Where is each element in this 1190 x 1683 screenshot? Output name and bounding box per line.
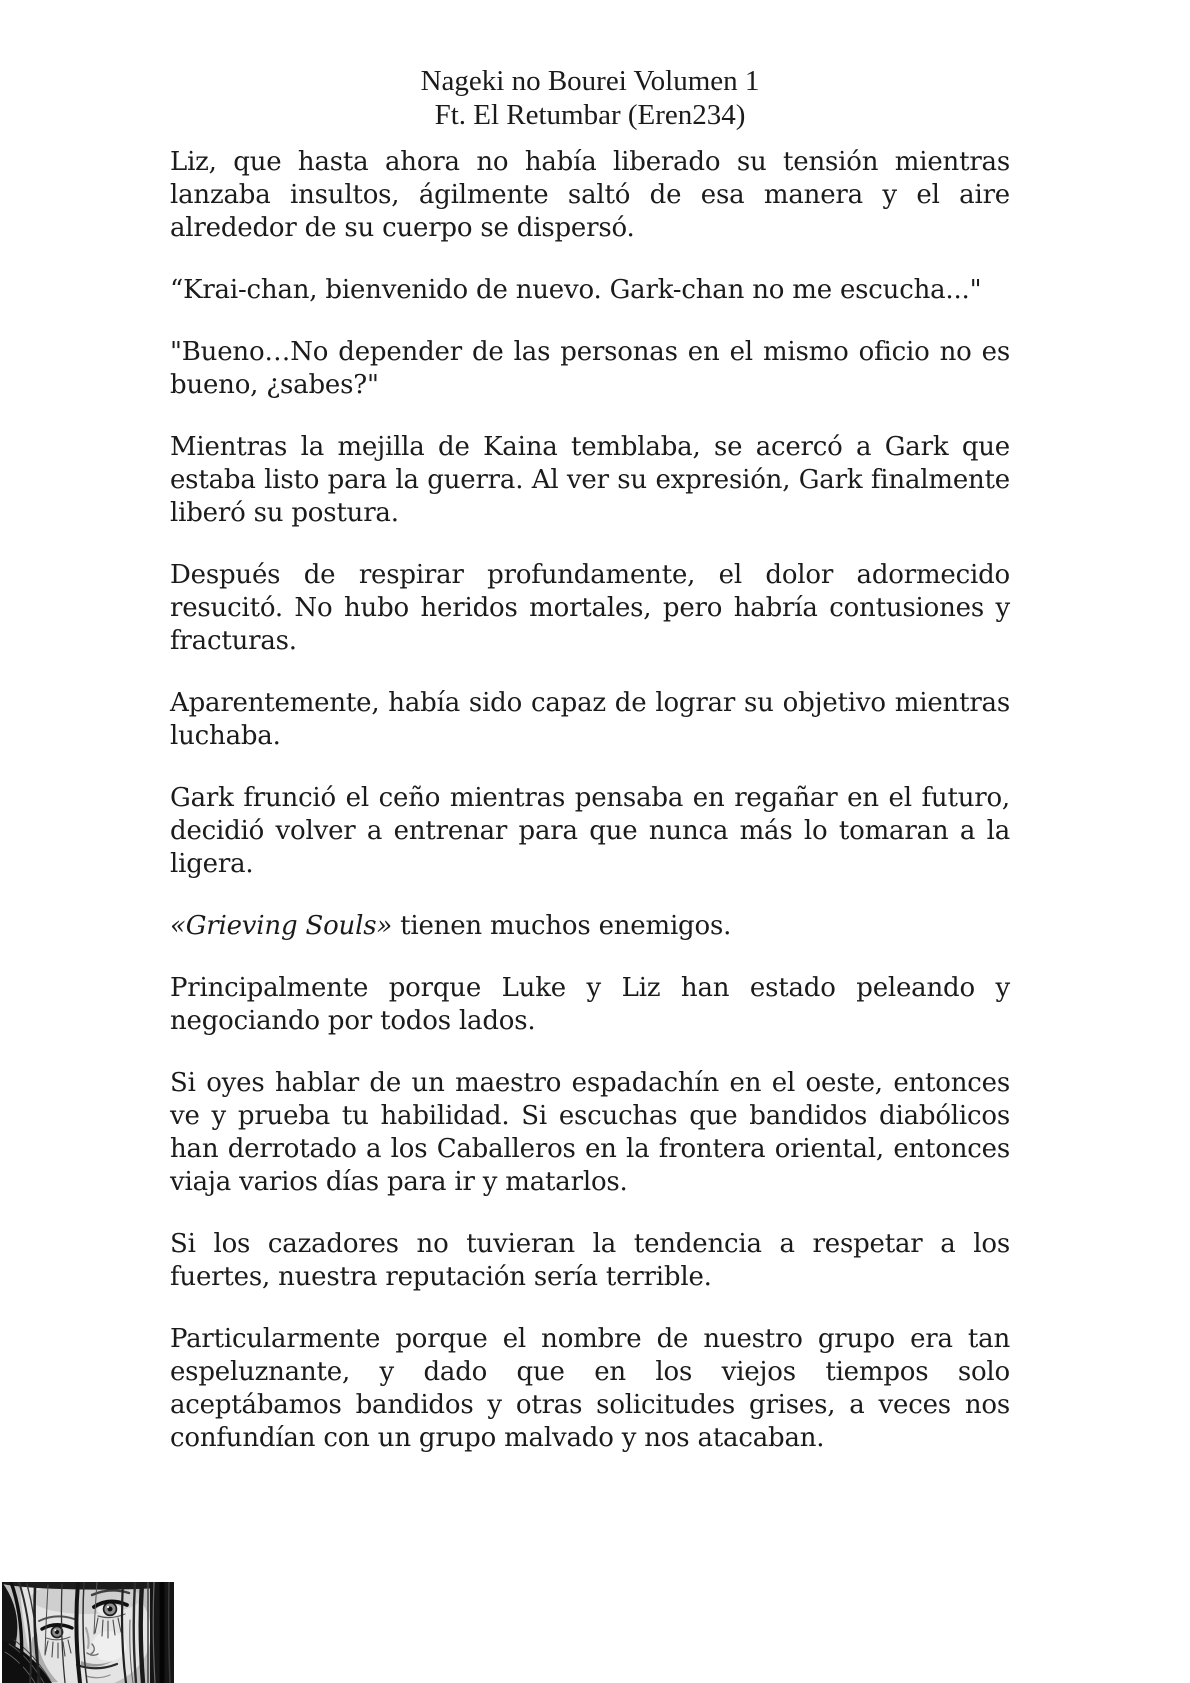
paragraph-4: Mientras la mejilla de Kaina temblaba, se acercó a Gark que estaba listo para la guerra. Al ver su expresión, Gark finalmente liberó su postura. xyxy=(170,432,1010,528)
paragraph-6: Aparentemente, había sido capaz de lograr su objetivo mientras luchaba. xyxy=(170,688,1010,751)
paragraph-7: Gark frunció el ceño mientras pensaba en regañar en el futuro, decidió volver a entrenar para que nunca más lo tomaran a la ligera. xyxy=(170,783,1010,879)
paragraph-1: Liz, que hasta ahora no había liberado su tensión mientras lanzaba insultos, ágilmente saltó de esa manera y el aire alrededor de su cuerpo se dispersó. xyxy=(170,147,1010,243)
title-line-2: Ft. El Retumbar (Eren234) xyxy=(434,99,746,131)
paragraph-8-rest: tienen muchos enemigos. xyxy=(392,911,732,941)
title-line-1: Nageki no Bourei Volumen 1 xyxy=(420,65,760,97)
paragraph-3: "Bueno…No depender de las personas en el mismo oficio no es bueno, ¿sabes?" xyxy=(170,337,1010,400)
paragraph-11: Si los cazadores no tuvieran la tendencia a respetar a los fuertes, nuestra reputación sería terrible. xyxy=(170,1229,1010,1292)
text-column xyxy=(170,64,1010,1484)
paragraph-8 xyxy=(170,910,1010,943)
paragraph-9: Principalmente porque Luke y Liz han estado peleando y negociando por todos lados. xyxy=(170,973,1010,1036)
paragraph-8-italic-lead: «Grieving Souls» xyxy=(170,911,393,941)
paragraph-12: Particularmente porque el nombre de nuestro grupo era tan espeluznante, y dado que en los viejos tiempos solo aceptábamos bandidos y otras solicitudes grises, a veces nos confundían con un grupo malvado y nos atacaban. xyxy=(170,1324,1010,1453)
document-title xyxy=(170,64,1010,132)
manga-face-illustration xyxy=(2,1582,174,1683)
paragraph-10: Si oyes hablar de un maestro espadachín en el oeste, entonces ve y prueba tu habilidad. Si escuchas que bandidos diabólicos han derrotado a los Caballeros en la frontera oriental, entonces viaja varios días para ir y matarlos. xyxy=(170,1068,1010,1197)
paragraph-5: Después de respirar profundamente, el dolor adormecido resucitó. No hubo heridos mortales, pero habría contusiones y fracturas. xyxy=(170,560,1010,656)
paragraph-2: “Krai-chan, bienvenido de nuevo. Gark-chan no me escucha..." xyxy=(170,275,982,305)
